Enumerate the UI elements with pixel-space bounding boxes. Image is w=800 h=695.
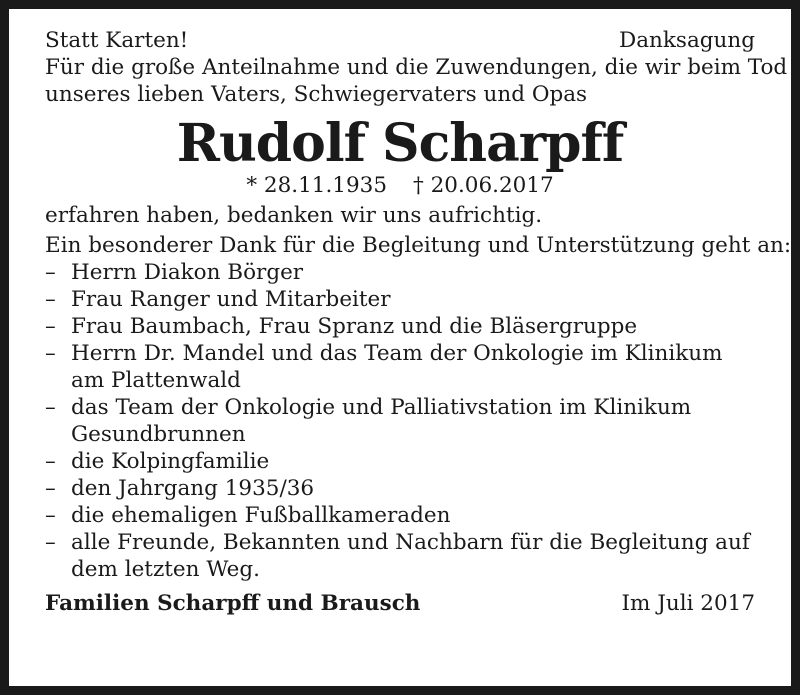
list-item bbox=[45, 259, 755, 286]
intro-line-2: unseres lieben Vaters, Schwiegervaters und Opas bbox=[45, 82, 588, 107]
header-right: Danksagung bbox=[618, 28, 755, 53]
list-item-text: den Jahrgang 1935/36 bbox=[71, 476, 315, 501]
list-item-text: die ehemaligen Fußballkameraden bbox=[71, 503, 451, 528]
list-dash: – bbox=[45, 503, 56, 528]
list-item-line-2: Gesundbrunnen bbox=[71, 422, 246, 447]
list-dash: – bbox=[45, 395, 56, 420]
list-item-line-2: dem letzten Weg. bbox=[71, 557, 260, 582]
life-dates bbox=[45, 172, 755, 199]
list-item-text bbox=[71, 340, 755, 394]
thanks-intro: Ein besonderer Dank für die Begleitung und Unterstützung geht an: bbox=[45, 233, 792, 258]
deceased-name: Rudolf Scharpff bbox=[176, 113, 624, 174]
list-dash: – bbox=[45, 287, 56, 312]
list-item-text: Herrn Diakon Börger bbox=[71, 260, 304, 285]
list-dash: – bbox=[45, 530, 56, 555]
death-date: † 20.06.2017 bbox=[413, 173, 554, 198]
list-item bbox=[45, 502, 755, 529]
list-item-text: Frau Baumbach, Frau Spranz und die Bläsergruppe bbox=[71, 314, 638, 339]
list-dash: – bbox=[45, 476, 56, 501]
list-item bbox=[45, 313, 755, 340]
list-item-line-2: am Plattenwald bbox=[71, 368, 241, 393]
header-row bbox=[45, 27, 755, 54]
list-item bbox=[45, 286, 755, 313]
intro-line-1: Für die große Anteilnahme und die Zuwendungen, die wir beim Tod bbox=[45, 55, 788, 80]
list-item bbox=[45, 529, 755, 583]
intro bbox=[45, 54, 788, 108]
list-item bbox=[45, 475, 755, 502]
list-dash: – bbox=[45, 260, 56, 285]
list-item-text: Frau Ranger und Mitarbeiter bbox=[71, 287, 391, 312]
list-item-line-1: das Team der Onkologie und Palliativstation im Klinikum bbox=[71, 395, 692, 420]
list-dash: – bbox=[45, 314, 56, 339]
signature-families: Familien Scharpff und Brausch bbox=[45, 591, 421, 616]
list-item bbox=[45, 394, 755, 448]
footer-row bbox=[45, 590, 755, 617]
list-item-text bbox=[71, 394, 755, 448]
list-item-line-1: alle Freunde, Bekannten und Nachbarn für die Begleitung auf bbox=[71, 530, 750, 555]
list-dash: – bbox=[45, 449, 56, 474]
list-item-line-1: Herrn Dr. Mandel und das Team der Onkologie im Klinikum bbox=[71, 341, 723, 366]
birth-date: * 28.11.1935 bbox=[246, 173, 387, 198]
thanks-list bbox=[45, 259, 755, 583]
signature-date: Im Juli 2017 bbox=[621, 591, 755, 616]
list-item bbox=[45, 340, 755, 394]
list-dash: – bbox=[45, 341, 56, 366]
list-item-text: die Kolpingfamilie bbox=[71, 449, 270, 474]
after-name-text: erfahren haben, bedanken wir uns aufrichtig. bbox=[45, 203, 543, 228]
list-item-text bbox=[71, 529, 755, 583]
header-left: Statt Karten! bbox=[45, 28, 189, 53]
list-item bbox=[45, 448, 755, 475]
